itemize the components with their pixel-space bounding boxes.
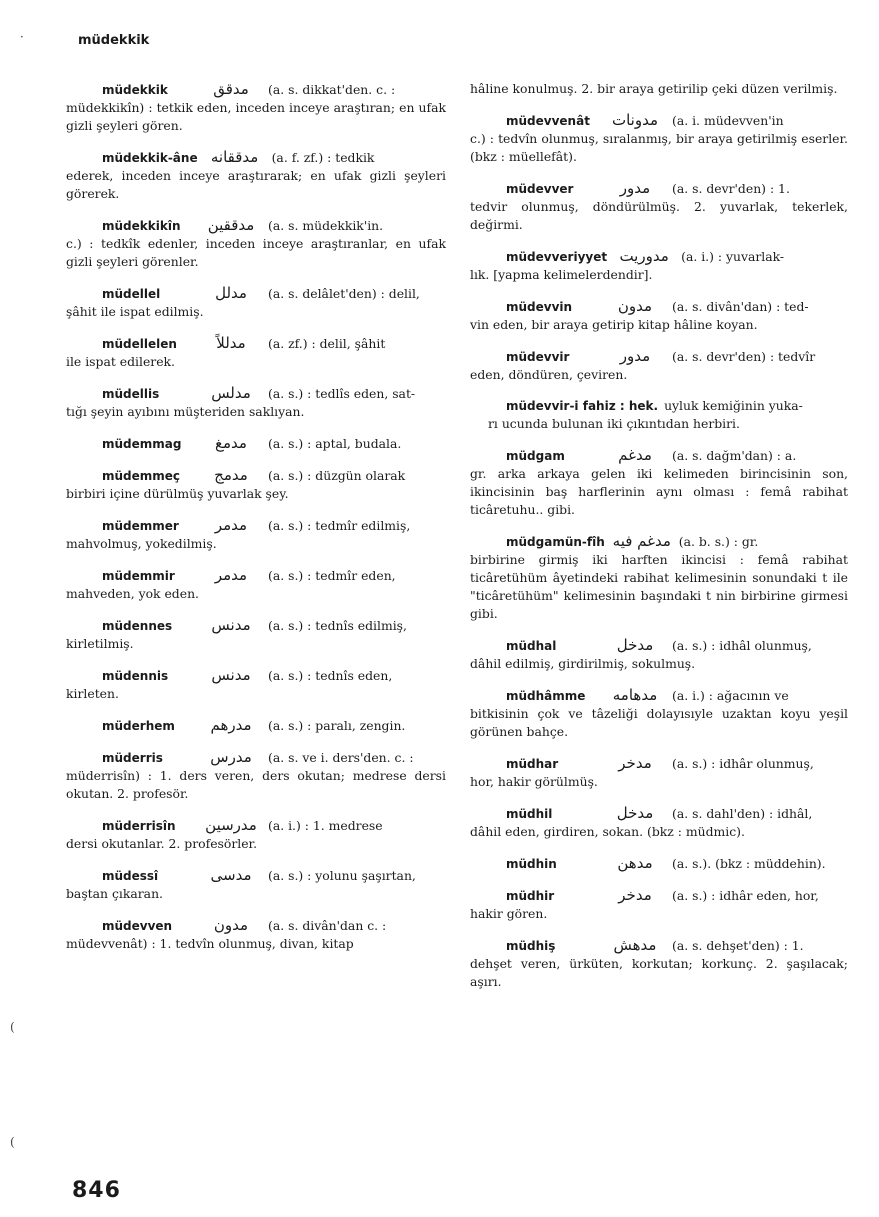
definition-start: (a. s. ve i. ders'den. c. : [268,750,414,765]
entry-head-line [470,446,848,465]
arabic-script: مدور [619,347,651,365]
headword: müdellelen [102,337,177,351]
dictionary-entry [66,516,446,553]
dictionary-entry [66,466,446,503]
arabic-script: مدخر [618,886,652,904]
headword: müdgam [506,449,565,463]
right-column [470,80,848,1004]
headword: müdekkik [102,83,168,97]
headword: müdevver [506,182,574,196]
dictionary-entry [470,297,848,334]
arabic-script: مدهش [613,936,657,954]
definition-text: lık. [yapma kelimelerdendir]. [470,267,653,282]
definition-start: (a. s. dehşet'den) : 1. [672,938,804,953]
arabic-script: مدغم فيه [612,532,671,550]
headword: müdevvenât [506,114,590,128]
arabic-script: مدلل [215,284,247,302]
headword: müdevven [102,919,173,933]
dictionary-entry [66,384,446,421]
arabic-script: مدرهم [210,716,252,734]
definition-text: dehşet veren, ürküten, korkutan; korkunç. 2. şaşılacak; aşırı. [470,956,848,989]
dictionary-entry [66,566,446,603]
definition-start: (a. s.) : düzgün olarak [268,468,406,483]
headword: müdhiş [506,939,556,953]
definition-text: müdekkikîn) : tetkik eden, inceden inceye araştıran; en ufak gizli şeyleri gören. [66,100,446,133]
running-head: müdekkik [78,33,150,48]
dictionary-entry [66,284,446,321]
definition-start: (a. s. devr'den) : 1. [672,181,790,196]
arabic-script: مدمغ [215,434,247,452]
dictionary-entry [470,80,848,98]
definition-text: ile ispat edilerek. [66,354,175,369]
entry-head-line [66,616,446,635]
headword: müderris [102,751,163,765]
entry-head-line [66,866,446,885]
headword: müdhir [506,889,555,903]
headword: müdemmer [102,519,179,533]
entry-head-line [66,516,446,535]
definition-text: müdevvenât) : 1. tedvîn olunmuş, divan, kitap [66,936,354,951]
definition-text: tedvir olunmuş, döndürülmüş. 2. yuvarlak, tekerlek, değirmi. [470,199,848,232]
dictionary-entry [66,80,446,135]
entry-head-line [470,636,848,655]
headword: müdennes [102,619,173,633]
definition-text: hâline konulmuş. 2. bir araya getirilip çeki düzen verilmiş. [470,81,838,96]
headword: müdellel [102,287,161,301]
definition-text: baştan çıkaran. [66,886,163,901]
dictionary-entry [470,179,848,234]
definition-text: gr. arka arkaya gelen iki kelimeden birincisinin son, ikincisinin baş harflerinin aynı olması : femâ rabihat ticâretuhu.. gibi. [470,466,848,517]
arabic-script: مدونات [611,111,659,129]
definition-text: c.) : tedkîk edenler, inceden inceye araştıranlar, en ufak gizli şeyleri görenler. [66,236,446,269]
entry-head-line [66,716,446,735]
dictionary-entry [470,532,848,623]
dictionary-entry [66,148,446,203]
definition-start: (a. s.) : yolunu şaşırtan, [268,868,416,883]
headword: müdellis [102,387,160,401]
headword: müdemmag [102,437,182,451]
arabic-script: مدخل [616,804,654,822]
arabic-script: مدنس [211,666,251,684]
entry-head-line [66,284,446,303]
definition-start: (a. s.) : idhâl olunmuş, [672,638,812,653]
entry-head-line [470,297,848,316]
definition-text: mahvolmuş, yokedilmiş. [66,536,217,551]
entry-head-line [470,111,848,130]
arabic-script: مدنس [211,616,251,634]
definition-start: (a. s. müdekkik'in. [268,218,384,233]
arabic-script: مدقق [213,80,249,98]
entry-head-line [470,347,848,366]
entry-head-line [470,854,848,873]
arabic-script: مدور [619,179,651,197]
entry-head-line [470,936,848,955]
arabic-script: مدققانه [210,148,259,166]
entry-head-line [66,80,446,99]
dictionary-entry [66,816,446,853]
definition-start: (a. s.) : aptal, budala. [268,436,402,451]
definition-start: (a. s.) : tednîs eden, [268,668,393,683]
definition-text: ederek, inceden inceye araştırarak; en ufak gizli şeyleri görerek. [66,168,446,201]
headword: müderrisîn [102,819,176,833]
dictionary-entry [66,748,446,803]
entry-head-line [66,916,446,935]
dictionary-entry [470,804,848,841]
headword: müdhar [506,757,559,771]
dictionary-entry [470,936,848,991]
headword: müdemmir [102,569,175,583]
headword: müdennis [102,669,169,683]
margin-mark: · [20,30,24,44]
definition-text: birbirine girmiş iki harften ikincisi : femâ rabihat ticâretühüm âyetindeki rabihat kelimesinin sonundaki t ile "ticâretühüm" kelimesinin başındaki t nin birbirine girmesi gibi. [470,552,848,621]
definition-text: dâhil eden, girdiren, sokan. (bkz : müdmic). [470,824,745,839]
dictionary-entry [66,716,446,735]
definition-start: (a. zf.) : delil, şâhit [268,336,386,351]
headword: müdekkikîn [102,219,181,233]
definition-start: (a. f. zf.) : tedkik [271,150,375,165]
entry-head-line [66,216,446,235]
entry-head-line [470,686,848,705]
entry-head-line [66,434,446,453]
arabic-script: مدرس [210,748,252,766]
entry-head-line [470,886,848,905]
entry-head-line [470,804,848,823]
definition-start: (a. s.) : tedlîs eden, sat- [268,386,416,401]
definition-text: rı ucunda bulunan iki çıkıntıdan herbiri. [488,416,740,431]
definition-text: şâhit ile ispat edilmiş. [66,304,204,319]
arabic-script: مدسى [210,866,252,884]
arabic-script: مدللاً [216,334,246,352]
definition-start: (a. s.) : idhâr olunmuş, [672,756,814,771]
entry-head-line [470,179,848,198]
entry-head-line [470,754,848,773]
definition-start: (a. i.) : ağacının ve [672,688,789,703]
arabic-script: مدوريت [619,247,669,265]
definition-start: (a. s. divân'dan) : ted- [672,299,809,314]
dictionary-entry [470,397,848,433]
definition-start: (a. s. delâlet'den) : delil, [268,286,420,301]
headword: müdhâmme [506,689,586,703]
definition-text: kirletilmiş. [66,636,134,651]
definition-start: (a. s. dikkat'den. c. : [268,82,396,97]
arabic-script: مدون [617,297,653,315]
dictionary-entry [66,216,446,271]
arabic-script: مدهامه [612,686,658,704]
dictionary-entry [470,347,848,384]
arabic-script: مدخر [618,754,652,772]
definition-text: müderrisîn) : 1. ders veren, ders okutan; medrese dersi okutan. 2. profesör. [66,768,446,801]
entry-head-line [470,532,848,551]
arabic-script: مدلس [211,384,251,402]
entry-head-line [66,566,446,585]
dictionary-entry [66,666,446,703]
arabic-script: مدغم [618,446,652,464]
arabic-script: مدهن [617,854,653,872]
entry-head-line [66,148,446,167]
entry-head-line [470,247,848,266]
definition-start: (a. i.) : yuvarlak- [681,249,785,264]
definition-text: hakir gören. [470,906,548,921]
headword: müdevvir [506,350,570,364]
headword: müdhil [506,807,553,821]
definition-text: dâhil edilmiş, girdirilmiş, sokulmuş. [470,656,696,671]
definition-text: hor, hakir görülmüş. [470,774,598,789]
dictionary-entry [470,247,848,284]
margin-mark: ( [10,1135,15,1149]
definition-start: (a. s. devr'den) : tedvîr [672,349,816,364]
dictionary-entry [470,446,848,519]
dictionary-entry [66,916,446,953]
dictionary-entry [66,866,446,903]
definition-start: (a. s. dahl'den) : idhâl, [672,806,813,821]
page-number: 846 [72,1178,121,1203]
headword: müdekkik-âne [102,151,198,165]
entry-head-line [66,748,446,767]
arabic-script: مدون [213,916,249,934]
definition-text: birbiri içine dürülmüş yuvarlak şey. [66,486,289,501]
arabic-script: مدرسين [205,816,257,834]
margin-mark: ( [10,1020,15,1034]
dictionary-entry [470,111,848,166]
entry-head-line [66,334,446,353]
entry-head-line [488,397,848,415]
definition-start: (a. s.) : tednîs edilmiş, [268,618,407,633]
headword: müdevveriyyet [506,250,608,264]
definition-text: dersi okutanlar. 2. profesörler. [66,836,258,851]
dictionary-entry [66,616,446,653]
headword: müdevvir-i fahiz : hek. [506,399,659,413]
dictionary-entry [470,636,848,673]
entry-head-line [66,466,446,485]
definition-start: uyluk kemiğinin yuka- [664,398,803,413]
headword: müdhal [506,639,557,653]
definition-start: (a. s.). (bkz : müddehin). [672,856,826,871]
definition-text: eden, döndüren, çeviren. [470,367,628,382]
entry-head-line [66,816,446,835]
left-column [66,80,446,966]
dictionary-entry [470,686,848,741]
definition-text: kirleten. [66,686,119,701]
definition-text: bitkisinin çok ve tâzeliği dolayısıyle uzaktan koyu yeşil görünen bahçe. [470,706,848,739]
definition-text: c.) : tedvîn olunmuş, sıralanmış, bir araya getirilmiş eserler. (bkz : müellefât). [470,131,848,164]
entry-head-line [66,666,446,685]
headword: müdgamün-fîh [506,535,605,549]
definition-start: (a. s. dağm'dan) : a. [672,448,797,463]
arabic-script: مدمر [214,516,248,534]
arabic-script: مدمر [214,566,248,584]
definition-start: (a. s.) : tedmîr edilmiş, [268,518,411,533]
arabic-script: مدققين [207,216,255,234]
headword: müdessî [102,869,159,883]
definition-start: (a. b. s.) : gr. [678,534,759,549]
definition-text: vin eden, bir araya getirip kitap hâline koyan. [470,317,758,332]
definition-start: (a. s. divân'dan c. : [268,918,387,933]
headword: müdemmeç [102,469,181,483]
definition-text: tığı şeyin ayıbını müşteriden saklıyan. [66,404,305,419]
arabic-script: مدخل [616,636,654,654]
headword: müdhin [506,857,557,871]
entry-head-line [66,384,446,403]
definition-start: (a. s.) : paralı, zengin. [268,718,406,733]
definition-start: (a. s.) : tedmîr eden, [268,568,396,583]
dictionary-entry [66,334,446,371]
definition-start: (a. i.) : 1. medrese [268,818,383,833]
headword: müdevvin [506,300,573,314]
dictionary-entry [470,754,848,791]
dictionary-entry [470,886,848,923]
definition-start: (a. s.) : idhâr eden, hor, [672,888,819,903]
dictionary-entry [470,854,848,873]
headword: müderhem [102,719,175,733]
arabic-script: مدمج [214,466,248,484]
definition-start: (a. i. müdevven'in [672,113,784,128]
definition-text: mahveden, yok eden. [66,586,199,601]
dictionary-entry [66,434,446,453]
